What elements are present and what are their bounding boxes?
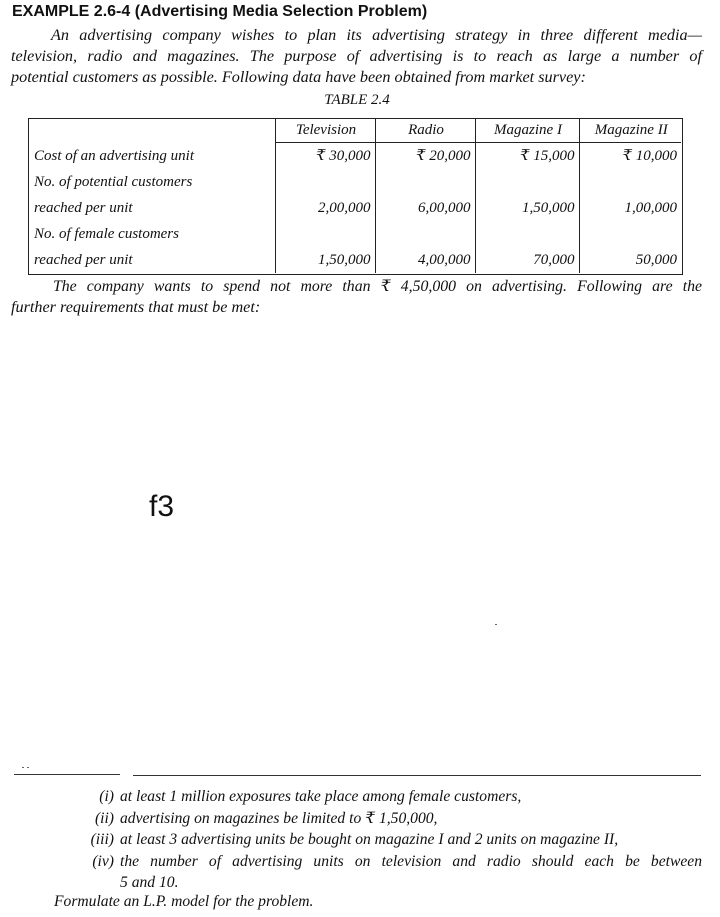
- table-row: [28, 143, 681, 170]
- table-cell: ₹ 15,000: [475, 143, 579, 170]
- table-cell: 4,00,000: [375, 247, 475, 273]
- row-label: reached per unit: [28, 195, 275, 221]
- requirements-list: [60, 786, 702, 894]
- table-header-row: [28, 118, 681, 143]
- media-data-table: [28, 118, 681, 273]
- row-label: No. of potential customers: [28, 169, 275, 195]
- closing-instruction: Formulate an L.P. model for the problem.: [54, 893, 314, 910]
- list-item: [60, 786, 702, 808]
- figure-placeholder-label: f3: [149, 490, 175, 523]
- table-cell: 1,00,000: [624, 200, 677, 216]
- header-cell-blank: [28, 118, 275, 143]
- header-cell: Television: [275, 118, 375, 143]
- scan-speck: [27, 767, 29, 768]
- item-text: the number of advertising units on television and radio should each be between: [120, 852, 702, 870]
- header-cell: Magazine I: [475, 118, 579, 143]
- intro-line: An advertising company wishes to plan its advertising strategy in three different media—: [51, 26, 702, 44]
- table-cell: 50,000: [635, 252, 677, 268]
- item-text: advertising on magazines be limited to ₹ 1,50,000,: [120, 809, 438, 827]
- header-cell: Radio: [375, 118, 475, 143]
- intro-line: potential customers as possible. Following data have been obtained from market survey:: [11, 68, 586, 86]
- table-row: [28, 247, 681, 273]
- item-number: (ii): [94, 809, 114, 827]
- intro-line: television, radio and magazines. The purpose of advertising is to reach as large a number of: [11, 47, 702, 65]
- list-item: [60, 851, 702, 873]
- budget-paragraph: [11, 276, 702, 318]
- list-item: [60, 872, 702, 894]
- table-cell: 1,50,000: [475, 195, 579, 221]
- item-text: 5 and 10.: [120, 874, 179, 891]
- table-row: [28, 195, 681, 221]
- row-label: reached per unit: [28, 247, 275, 273]
- table-cell: 70,000: [475, 247, 579, 273]
- list-item: [60, 829, 702, 851]
- table-caption: TABLE 2.4: [324, 92, 390, 108]
- divider-rule-left: [14, 774, 120, 775]
- intro-paragraph: [11, 25, 702, 88]
- header-cell: Magazine II: [579, 118, 681, 143]
- scan-speck: [22, 767, 24, 768]
- table-row: [28, 169, 681, 195]
- divider-rule-right: [133, 775, 701, 776]
- table-cell: ₹ 20,000: [375, 143, 475, 170]
- example-heading: EXAMPLE 2.6-4 (Advertising Media Selection Problem): [12, 3, 428, 20]
- scan-speck: [495, 624, 497, 625]
- list-item: [60, 808, 702, 830]
- item-number: (iii): [90, 831, 114, 848]
- item-number: (iv): [92, 852, 114, 870]
- table-cell: ₹ 10,000: [622, 148, 677, 164]
- table-cell: 1,50,000: [275, 247, 375, 273]
- row-label: No. of female customers: [28, 221, 275, 247]
- item-text: at least 1 million exposures take place among female customers,: [120, 788, 522, 805]
- item-number: (i): [99, 788, 114, 805]
- budget-line: further requirements that must be met:: [11, 298, 261, 316]
- table-cell: ₹ 30,000: [275, 143, 375, 170]
- row-label: Cost of an advertising unit: [28, 143, 275, 170]
- table-cell: 6,00,000: [375, 195, 475, 221]
- item-text: at least 3 advertising units be bought on magazine I and 2 units on magazine II,: [120, 831, 619, 848]
- table-cell: 2,00,000: [275, 195, 375, 221]
- table-row: [28, 221, 681, 247]
- budget-line: The company wants to spend not more than ₹ 4,50,000 on advertising. Following are the: [53, 278, 702, 295]
